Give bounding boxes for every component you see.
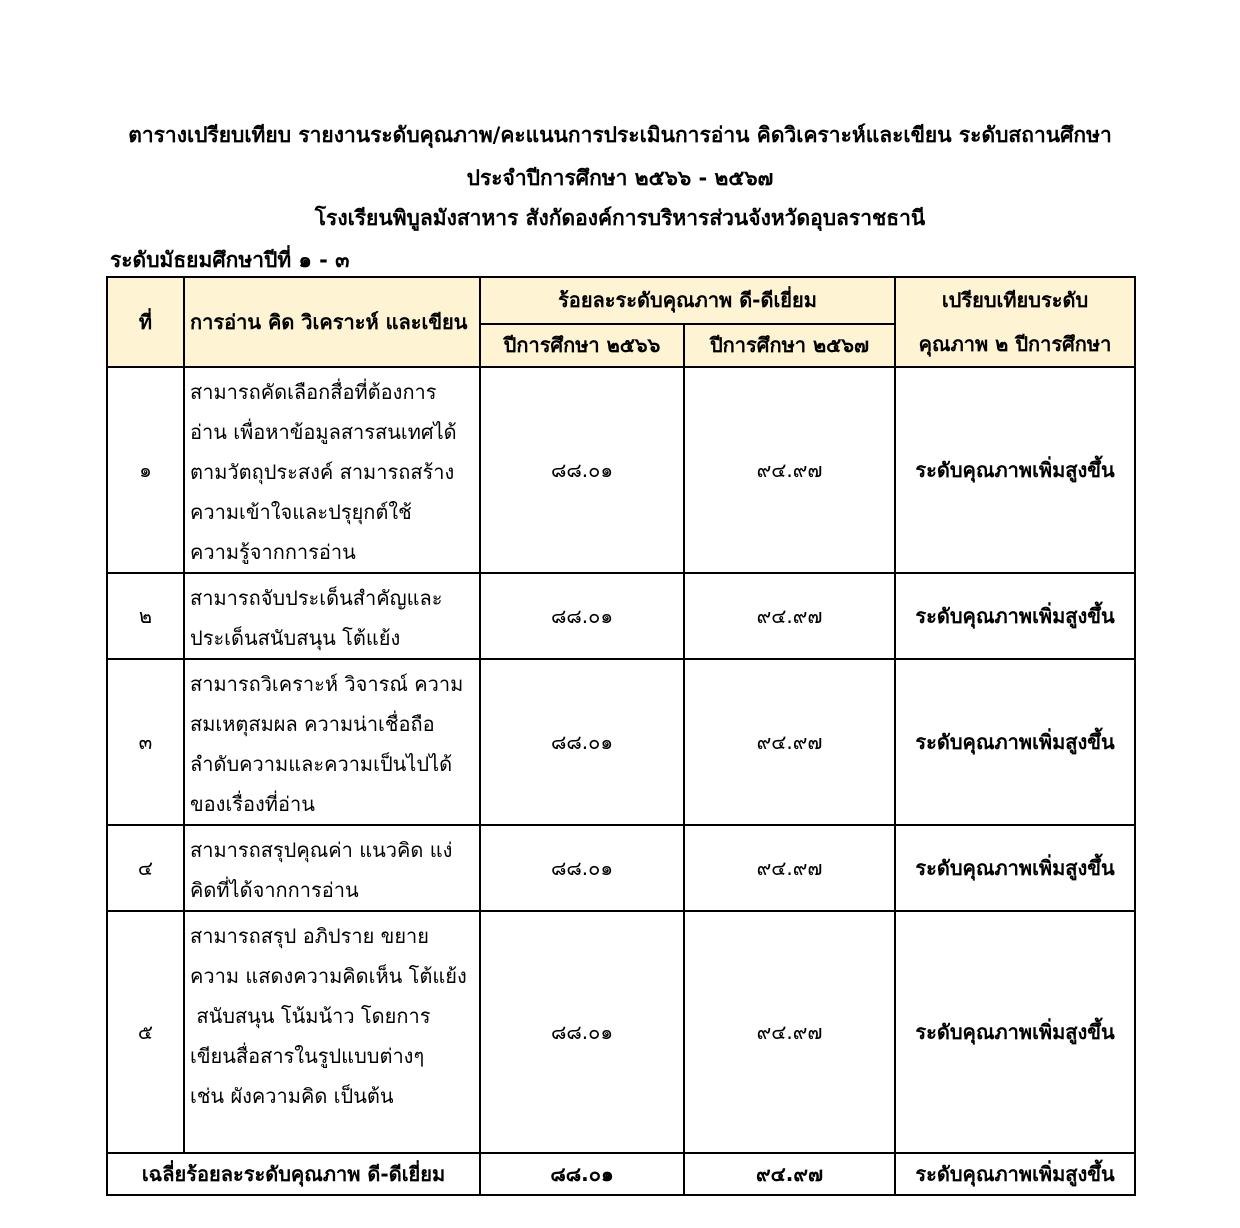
row-compare: ระดับคุณภาพเพิ่มสูงขึ้น [895, 825, 1135, 911]
header-percent-group: ร้อยละระดับคุณภาพ ดี-ดีเยี่ยม [480, 277, 895, 324]
description-line: สามารถสรุป อภิปราย ขยาย [190, 924, 429, 948]
row-description [184, 825, 480, 911]
table-row [107, 659, 1135, 825]
header-skill: การอ่าน คิด วิเคราะห์ และเขียน [184, 277, 480, 367]
description-line: คิดที่ได้จากการอ่าน [190, 878, 359, 902]
row-year1-value: ๘๘.๐๑ [480, 367, 684, 573]
description-line: สนับสนุน โน้มน้าว โดยการ [190, 1004, 431, 1028]
row-year2-value: ๙๔.๙๗ [684, 367, 895, 573]
row-year1-value: ๘๘.๐๑ [480, 825, 684, 911]
header-year1: ปีการศึกษา ๒๕๖๖ [480, 324, 684, 367]
header-compare-line1: เปรียบเทียบระดับ [941, 288, 1089, 312]
table-row [107, 573, 1135, 659]
report-title-line3: โรงเรียนพิบูลมังสาหาร สังกัดองค์การบริหารส่วนจังหวัดอุบลราชธานี [314, 206, 926, 230]
row-year1-value: ๘๘.๐๑ [480, 659, 684, 825]
row-compare: ระดับคุณภาพเพิ่มสูงขึ้น [895, 367, 1135, 573]
row-number: ๔ [107, 825, 184, 911]
report-title-line1: ตารางเปรียบเทียบ รายงานระดับคุณภาพ/คะแนนการประเมินการอ่าน คิดวิเคราะห์และเขียน ระดับสถานศึกษา [128, 123, 1112, 147]
row-year1-value: ๘๘.๐๑ [480, 911, 684, 1153]
description-line: ลำดับความและความเป็นไปได้ [190, 752, 453, 776]
footer-compare: ระดับคุณภาพเพิ่มสูงขึ้น [895, 1153, 1135, 1195]
row-compare: ระดับคุณภาพเพิ่มสูงขึ้น [895, 911, 1135, 1153]
row-number: ๑ [107, 367, 184, 573]
comparison-table [106, 276, 1136, 1196]
description-line: ประเด็นสนับสนุน โต้แย้ง [190, 626, 401, 650]
row-year2-value: ๙๔.๙๗ [684, 825, 895, 911]
description-line: ความเข้าใจและปรุยุกต์ใช้ [190, 500, 412, 524]
description-line: สามารถวิเคราะห์ วิจารณ์ ความ [190, 672, 464, 696]
description-line: เช่น ผังความคิด เป็นต้น [190, 1084, 394, 1108]
row-description [184, 659, 480, 825]
description-line: สมเหตุสมผล ความน่าเชื่อถือ [190, 712, 435, 736]
header-no: ที่ [107, 277, 184, 367]
row-year2-value: ๙๔.๙๗ [684, 911, 895, 1153]
description-line: ความรู้จากการอ่าน [190, 540, 356, 564]
description-line: อ่าน เพื่อหาข้อมูลสารสนเทศได้ [190, 420, 457, 444]
footer-label: เฉลี่ยร้อยละระดับคุณภาพ ดี-ดีเยี่ยม [107, 1153, 480, 1195]
row-year1-value: ๘๘.๐๑ [480, 573, 684, 659]
table-row [107, 911, 1135, 1153]
row-compare: ระดับคุณภาพเพิ่มสูงขึ้น [895, 659, 1135, 825]
header-year2: ปีการศึกษา ๒๕๖๗ [684, 324, 895, 367]
footer-year1-value: ๘๘.๐๑ [480, 1153, 684, 1195]
row-description [184, 911, 480, 1153]
description-line: ความ แสดงความคิดเห็น โต้แย้ง [190, 964, 467, 988]
row-number: ๓ [107, 659, 184, 825]
description-line: เขียนสื่อสารในรูปแบบต่างๆ [190, 1044, 425, 1068]
description-line: ของเรื่องที่อ่าน [190, 792, 315, 816]
row-year2-value: ๙๔.๙๗ [684, 659, 895, 825]
description-line: สามารถสรุปคุณค่า แนวคิด แง่ [190, 838, 453, 862]
header-compare [895, 277, 1135, 367]
report-title-line2: ประจำปีการศึกษา ๒๕๖๖ - ๒๕๖๗ [466, 166, 774, 190]
description-line: ตามวัตถุประสงค์ สามารถสร้าง [190, 460, 455, 484]
row-compare: ระดับคุณภาพเพิ่มสูงขึ้น [895, 573, 1135, 659]
row-year2-value: ๙๔.๙๗ [684, 573, 895, 659]
table-row [107, 367, 1135, 573]
row-description [184, 367, 480, 573]
row-description [184, 573, 480, 659]
description-line: สามารถจับประเด็นสำคัญและ [190, 586, 443, 610]
row-number: ๒ [107, 573, 184, 659]
description-line: สามารถคัดเลือกสื่อที่ต้องการ [190, 380, 437, 404]
table-row [107, 825, 1135, 911]
header-compare-line2: คุณภาพ ๒ ปีการศึกษา [918, 332, 1112, 356]
footer-year2-value: ๙๔.๙๗ [684, 1153, 895, 1195]
level-label: ระดับมัธยมศึกษาปีที่ ๑ - ๓ [110, 248, 350, 272]
row-number: ๕ [107, 911, 184, 1153]
